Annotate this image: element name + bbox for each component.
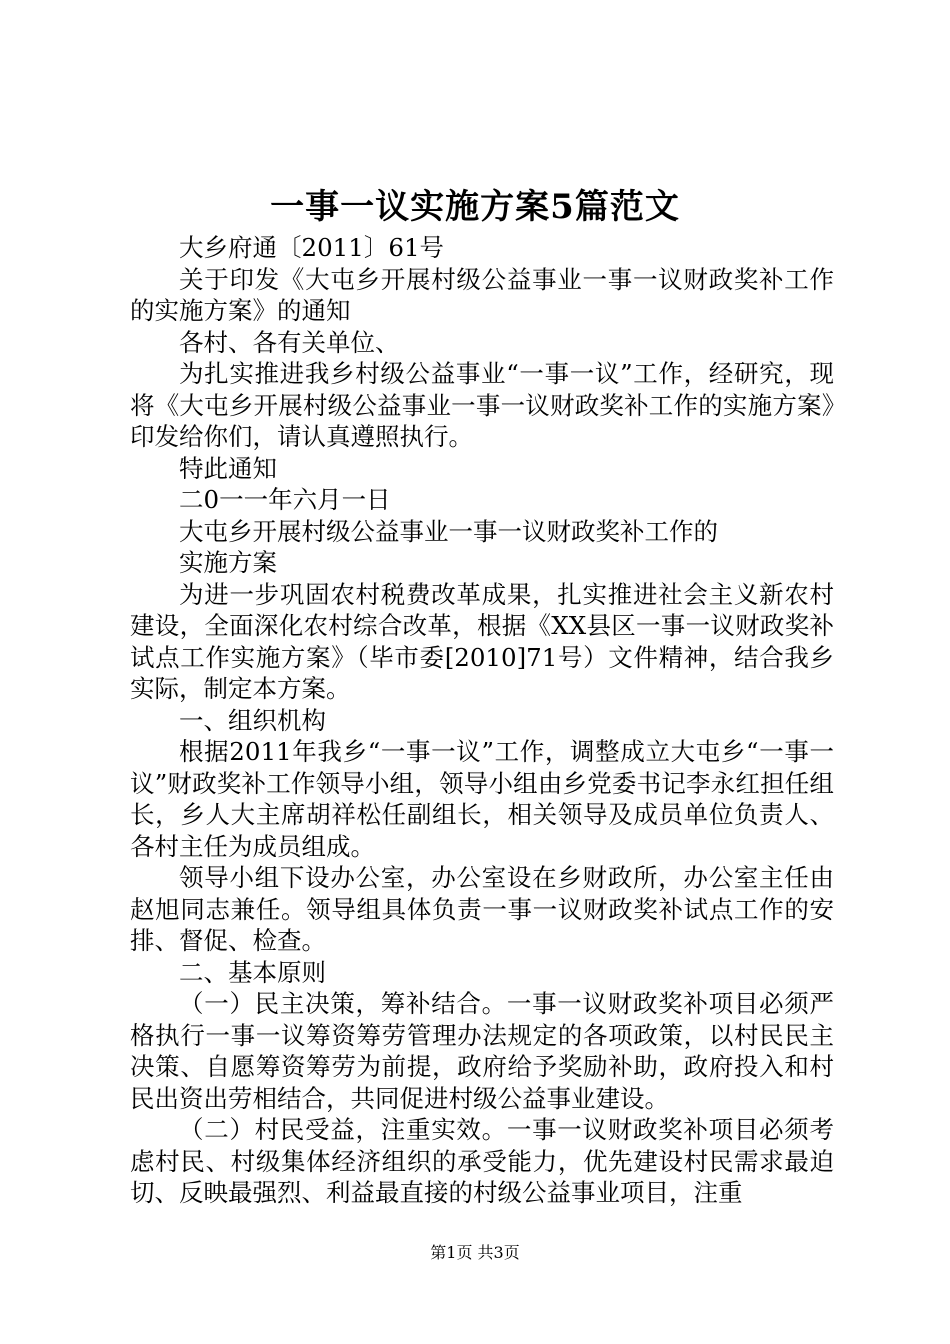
page-footer: 第1页 共3页 [430, 1243, 520, 1262]
notice-date: 二0一一年六月一日 [179, 485, 391, 514]
principle-2: （二）村民受益，注重实效。一事一议财政奖补项目必须考虑村民、村级集体经济组织的承受能力，优先建设村民需求最迫切、反映最强烈、利益最直接的村级公益事业项目，注重 [130, 1115, 834, 1207]
notice-body: 为扎实推进我乡村级公益事业“一事一议”工作，经研究，现将《大屯乡开展村级公益事业一事一议财政奖补工作的实施方案》印发给你们，请认真遵照执行。 [130, 359, 834, 451]
recipients-line: 各村、各有关单位、 [179, 327, 400, 357]
doc-number: 大乡府通〔2011〕61号 [179, 233, 445, 262]
notice-closing: 特此通知 [179, 453, 277, 483]
principle-1: （一）民主决策，筹补结合。一事一议财政奖补项目必须严格执行一事一议筹资筹劳管理办法规定的各项政策，以村民民主决策、自愿筹资筹劳为前提，政府给予奖励补助，政府投入和村民出资出劳相结合，共同促进村级公益事业建设。 [130, 989, 834, 1113]
plan-title-line-1: 大屯乡开展村级公益事业一事一议财政奖补工作的 [179, 516, 718, 546]
section-heading-principles: 二、基本原则 [179, 957, 326, 987]
document-title: 一事一议实施方案5篇范文 [270, 187, 680, 227]
organization-paragraph-2: 领导小组下设办公室，办公室设在乡财政所，办公室主任由赵旭同志兼任。领导组具体负责一事一议财政奖补试点工作的安排、督促、检查。 [130, 863, 834, 955]
section-heading-organization: 一、组织机构 [179, 705, 326, 735]
notice-heading: 关于印发《大屯乡开展村级公益事业一事一议财政奖补工作的实施方案》的通知 [130, 264, 834, 325]
organization-paragraph-1: 根据2011年我乡“一事一议”工作，调整成立大屯乡“一事一议”财政奖补工作领导小组，领导小组由乡党委书记李永红担任组长，乡人大主席胡祥松任副组长，相关领导及成员单位负责人、各村主任为成员组成。 [130, 737, 834, 861]
plan-title-line-2: 实施方案 [179, 548, 277, 577]
plan-intro: 为进一步巩固农村税费改革成果，扎实推进社会主义新农村建设，全面深化农村综合改革，根据《XX县区一事一议财政奖补试点工作实施方案》（毕市委[2010]71号）文件精神，结合我乡实际，制定本方案。 [130, 579, 834, 703]
document-body [130, 232, 834, 1209]
